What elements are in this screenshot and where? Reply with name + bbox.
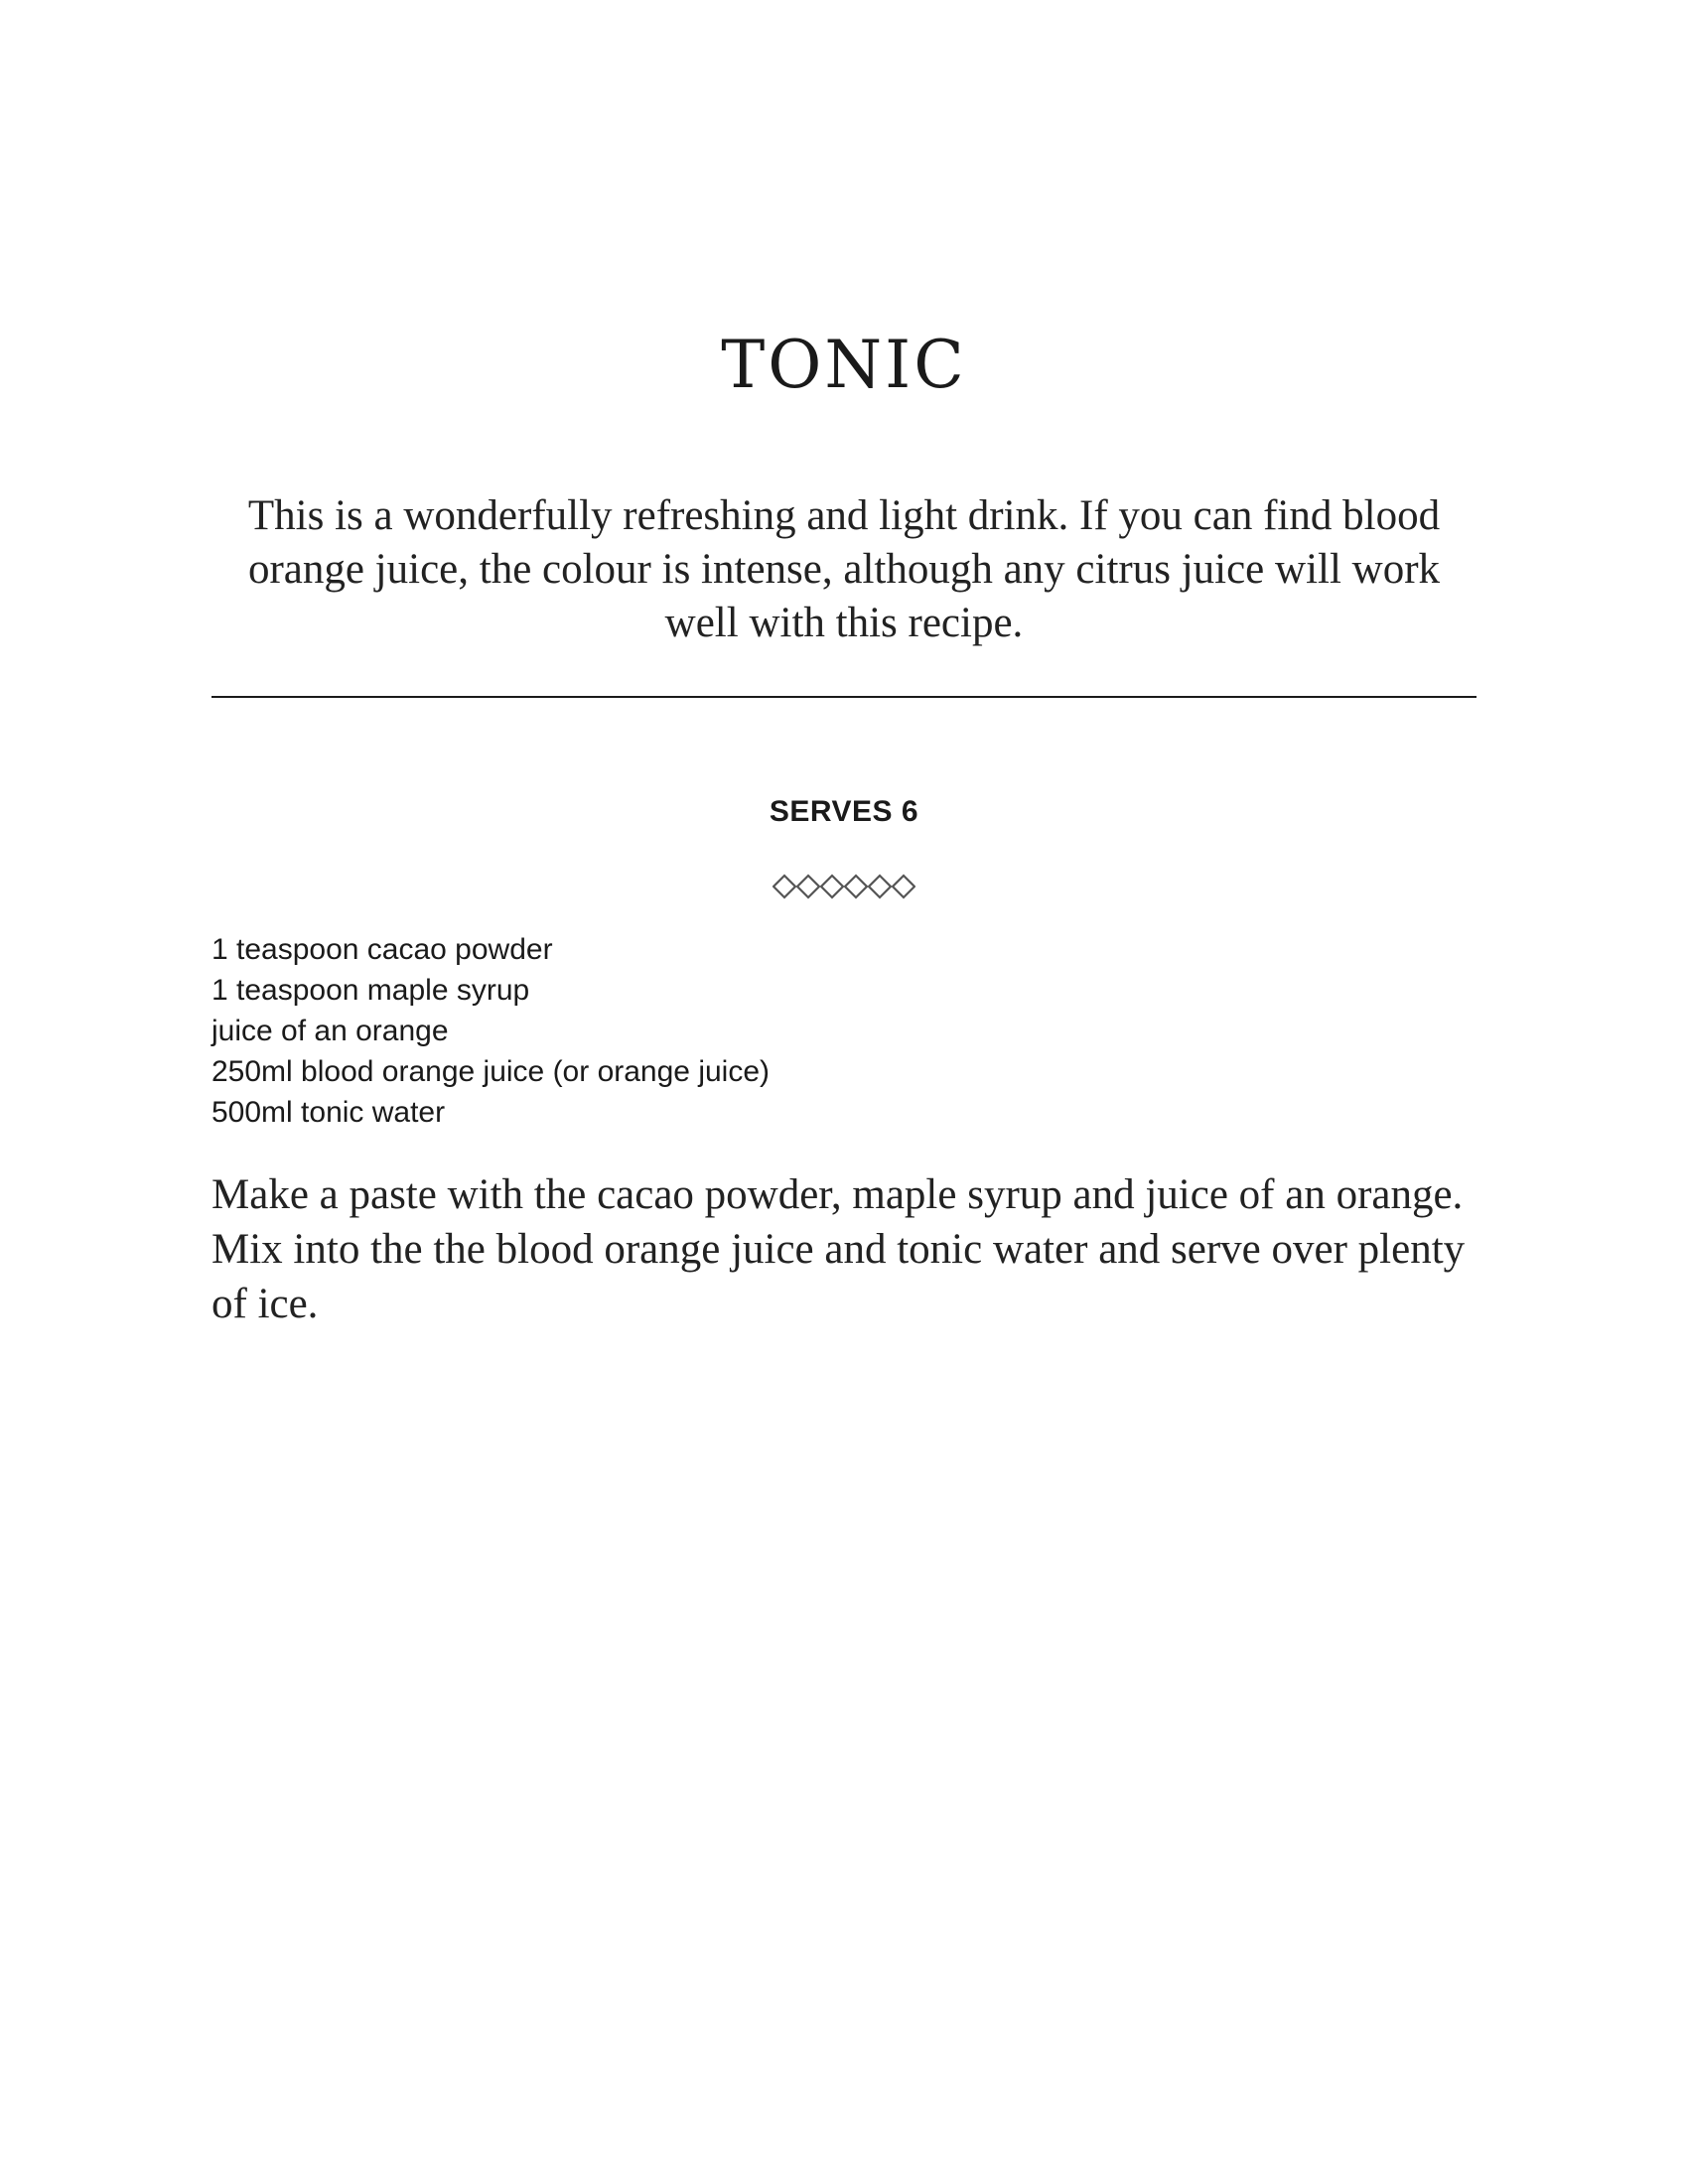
ingredient-item: 1 teaspoon maple syrup <box>211 974 530 1007</box>
diamond-chain-ornament-icon <box>773 874 915 899</box>
section-divider <box>211 696 1477 698</box>
method-text: Make a paste with the cacao powder, maple syrup and juice of an orange. Mix into the the blood orange juice and tonic water and serve over plenty of ice. <box>211 1171 1466 1327</box>
recipe-intro: This is a wonderfully refreshing and light drink. If you can find blood orange juice, the colour is intense, although any citrus juice will work well with this recipe. <box>247 492 1441 646</box>
ingredient-item: 500ml tonic water <box>211 1096 446 1129</box>
ingredient-item: 250ml blood orange juice (or orange juice) <box>211 1055 771 1088</box>
ingredient-item: juice of an orange <box>211 1015 449 1047</box>
ingredient-item: 1 teaspoon cacao powder <box>211 933 553 966</box>
serves-label: SERVES 6 <box>769 795 919 828</box>
ingredients-list <box>211 929 770 1133</box>
recipe-title: TONIC <box>721 327 967 403</box>
